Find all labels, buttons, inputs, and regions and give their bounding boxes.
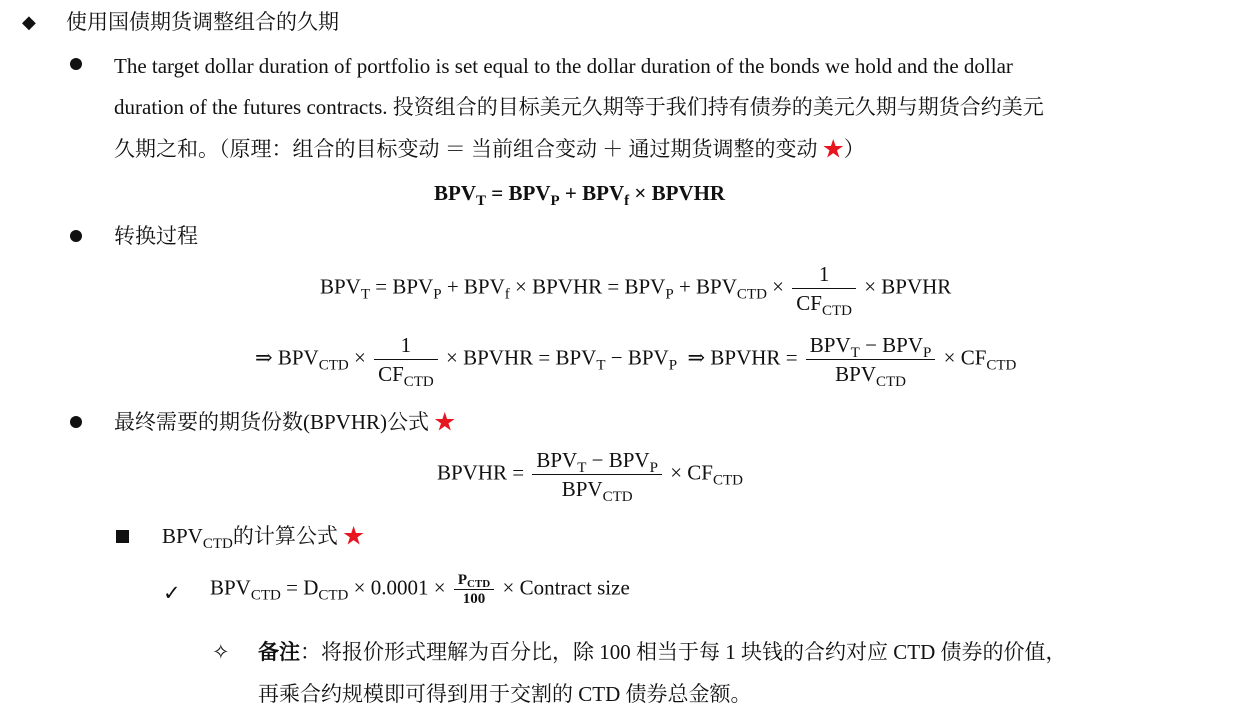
- star-icon: ★: [822, 137, 844, 161]
- diamond-bullet-icon: ◆: [22, 12, 36, 32]
- formula-conversion-line2: ⇒ $BPV_{CTD}$ × $\frac{1}{CF_{CTD}}$ × BPVHR = $BPV_T - BPV_P$ ⇒ BPVHR = $\frac{BPV_T - BPV_P}{BPV_{CTD}}$ × $CF_{CTD}$: [255, 333, 1017, 390]
- fraction-bpv-diff-over-ctd: $\frac{BPV_T - BPV_P}{BPV_{CTD}}$: [806, 333, 936, 386]
- item1-line1: The target dollar duration of portfolio is set equal to the dollar duration of the bonds we hold and the dollar: [114, 54, 1013, 78]
- formula-bpvt-bold: $BPV_T = BPV_P + BPV_f$ × BPVHR: [434, 181, 726, 209]
- star-icon: ★: [343, 524, 365, 548]
- item3-text: 最终需要的期货份数(BPVHR)公式 ★: [114, 410, 456, 434]
- item1-line2: duration of the futures contracts. 投资组合的目标美元久期等于我们持有债券的美元久期与期货合约美元: [114, 95, 1044, 119]
- formula-bpvhr: BPVHR = $\frac{BPV_T - BPV_P}{BPV_{CTD}}$ × $CF_{CTD}$: [437, 448, 743, 505]
- dot-bullet-icon: [70, 58, 82, 70]
- dot-bullet-icon: [70, 416, 82, 428]
- sub-item-text: $BPV_{CTD}$的计算公式 ★: [162, 524, 365, 552]
- formula-conversion-line1: $BPV_T = BPV_P + BPV_f$ × BPVHR = $BPV_P + BPV_{CTD}$ × $\frac{1}{CF_{CTD}}$ × BPVHR: [320, 262, 952, 319]
- fraction-one-over-cf: $\frac{1}{CF_{CTD}}$: [792, 262, 856, 315]
- item2-text: 转换过程: [114, 224, 198, 248]
- fraction-price-over-100: $\frac{P_{CTD}}{100}$: [454, 572, 494, 607]
- fraction-one-over-cf: $\frac{1}{CF_{CTD}}$: [374, 333, 438, 386]
- star-icon: ★: [434, 410, 456, 434]
- checkmark-icon: ✓: [163, 581, 181, 605]
- note-label: 备注: [258, 640, 300, 664]
- square-bullet-icon: [116, 530, 129, 543]
- note-line1: 备注：将报价形式理解为百分比，除 100 相当于每 1 块钱的合约对应 CTD 债券的价值，: [258, 640, 1067, 664]
- item1-line3-end: ）: [843, 137, 865, 161]
- section-heading: 使用国债期货调整组合的久期: [66, 10, 339, 34]
- dot-bullet-icon: [70, 230, 82, 242]
- sparkle-bullet-icon: ✧: [212, 640, 230, 664]
- item1-line3-text: 久期之和。（原理：组合的目标变动 ＝ 当前组合变动 ＋ 通过期货调整的变动: [114, 137, 823, 161]
- note-line2: 再乘合约规模即可得到用于交割的 CTD 债券总金额。: [258, 682, 752, 706]
- fraction-bpv-diff-over-ctd: $\frac{BPV_T - BPV_P}{BPV_{CTD}}$: [532, 448, 662, 501]
- item1-line3: [114, 139, 865, 160]
- formula-bpv-ctd: $BPV_{CTD} = D_{CTD} \times 0.0001$ × $\frac{P_{CTD}}{100}$ × Contract size: [210, 572, 630, 607]
